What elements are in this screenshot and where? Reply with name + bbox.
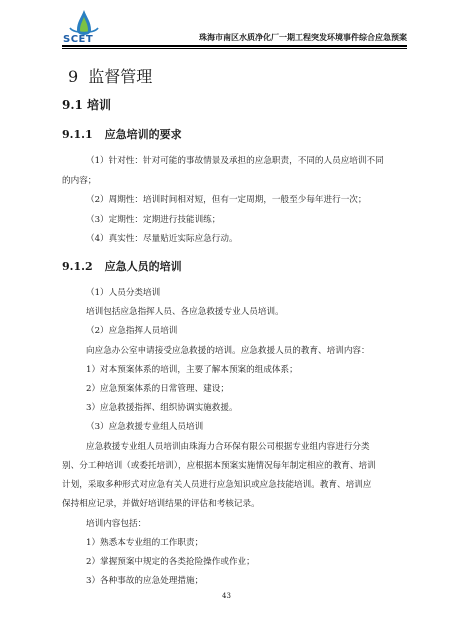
paragraph-line: 别、分工种培训（或委托培训），应根据本预案实施情况每年制定相应的教育、培训 <box>62 461 376 471</box>
page-header <box>62 8 407 45</box>
paragraph-line: （2）周期性：培训时间相对短，但有一定周期，一般至少每年进行一次； <box>86 195 367 205</box>
paragraph-line: 保持相应记录，并做好培训结果的评估和考核记录。 <box>62 499 260 509</box>
subsection-title: 应急培训的要求 <box>104 128 182 141</box>
paragraph-line: 1）对本预案体系的培训，主要了解本预案的组成体系； <box>86 365 298 375</box>
subsection-number: 9.1.2 <box>62 260 93 273</box>
paragraph-line: 培训包括应急指挥人员、各应急救援专业人员培训。 <box>86 307 284 317</box>
section-title: 监督管理 <box>88 67 153 86</box>
paragraph-line: （3）定期性：定期进行技能训练； <box>86 215 221 225</box>
paragraph-line: （1）人员分类培训 <box>86 288 161 298</box>
subsection-heading-9-1: 9.1 培训 <box>62 98 112 112</box>
paragraph-line: 计划，采取多种形式对应急有关人员进行应急知识或应急技能培训。教育、培训应 <box>62 480 372 490</box>
page-number: 43 <box>222 592 231 600</box>
paragraph-line: 3）应急救援指挥、组织协调实施救援。 <box>86 403 238 413</box>
paragraph-line: （2）应急指挥人员培训 <box>86 326 178 336</box>
paragraph-line: 培训内容包括： <box>86 519 147 529</box>
logo-text: SCET <box>63 34 94 45</box>
paragraph-line: 1）熟悉本专业组的工作职责； <box>86 538 204 548</box>
paragraph-line: （1）针对性：针对可能的事故情景及承担的应急职责，不同的人员应培训不同 <box>86 156 384 166</box>
paragraph-line: （4）真实性：尽量贴近实际应急行动。 <box>86 234 238 244</box>
paragraph-line: 2）应急预案体系的日常管理、建设； <box>86 384 229 394</box>
header-divider <box>62 45 407 49</box>
subsection-number: 9.1.1 <box>62 128 93 141</box>
paragraph-line: 向应急办公室申请接受应急救援的培训。应急救援人员的教育、培训内容： <box>86 346 370 356</box>
subsection-title: 应急人员的培训 <box>104 260 182 273</box>
section-number: 9 <box>68 67 79 86</box>
paragraph-line: 的内容； <box>62 176 97 186</box>
paragraph-line: 2）掌握预案中规定的各类抢险操作或作业； <box>86 557 255 567</box>
subsection-heading-9-1-1 <box>62 126 182 142</box>
paragraph-line: 3）各种事故的应急处理措施； <box>86 576 204 586</box>
section-heading <box>68 64 152 87</box>
paragraph-line: 应急救援专业组人员培训由珠海力合环保有限公司根据专业组内容进行分类 <box>86 442 370 452</box>
paragraph-line: （3）应急救援专业组人员培训 <box>86 422 204 432</box>
header-title: 珠海市南区水质净化厂一期工程突发环境事件综合应急预案 <box>199 33 407 42</box>
subsection-heading-9-1-2 <box>62 258 182 274</box>
